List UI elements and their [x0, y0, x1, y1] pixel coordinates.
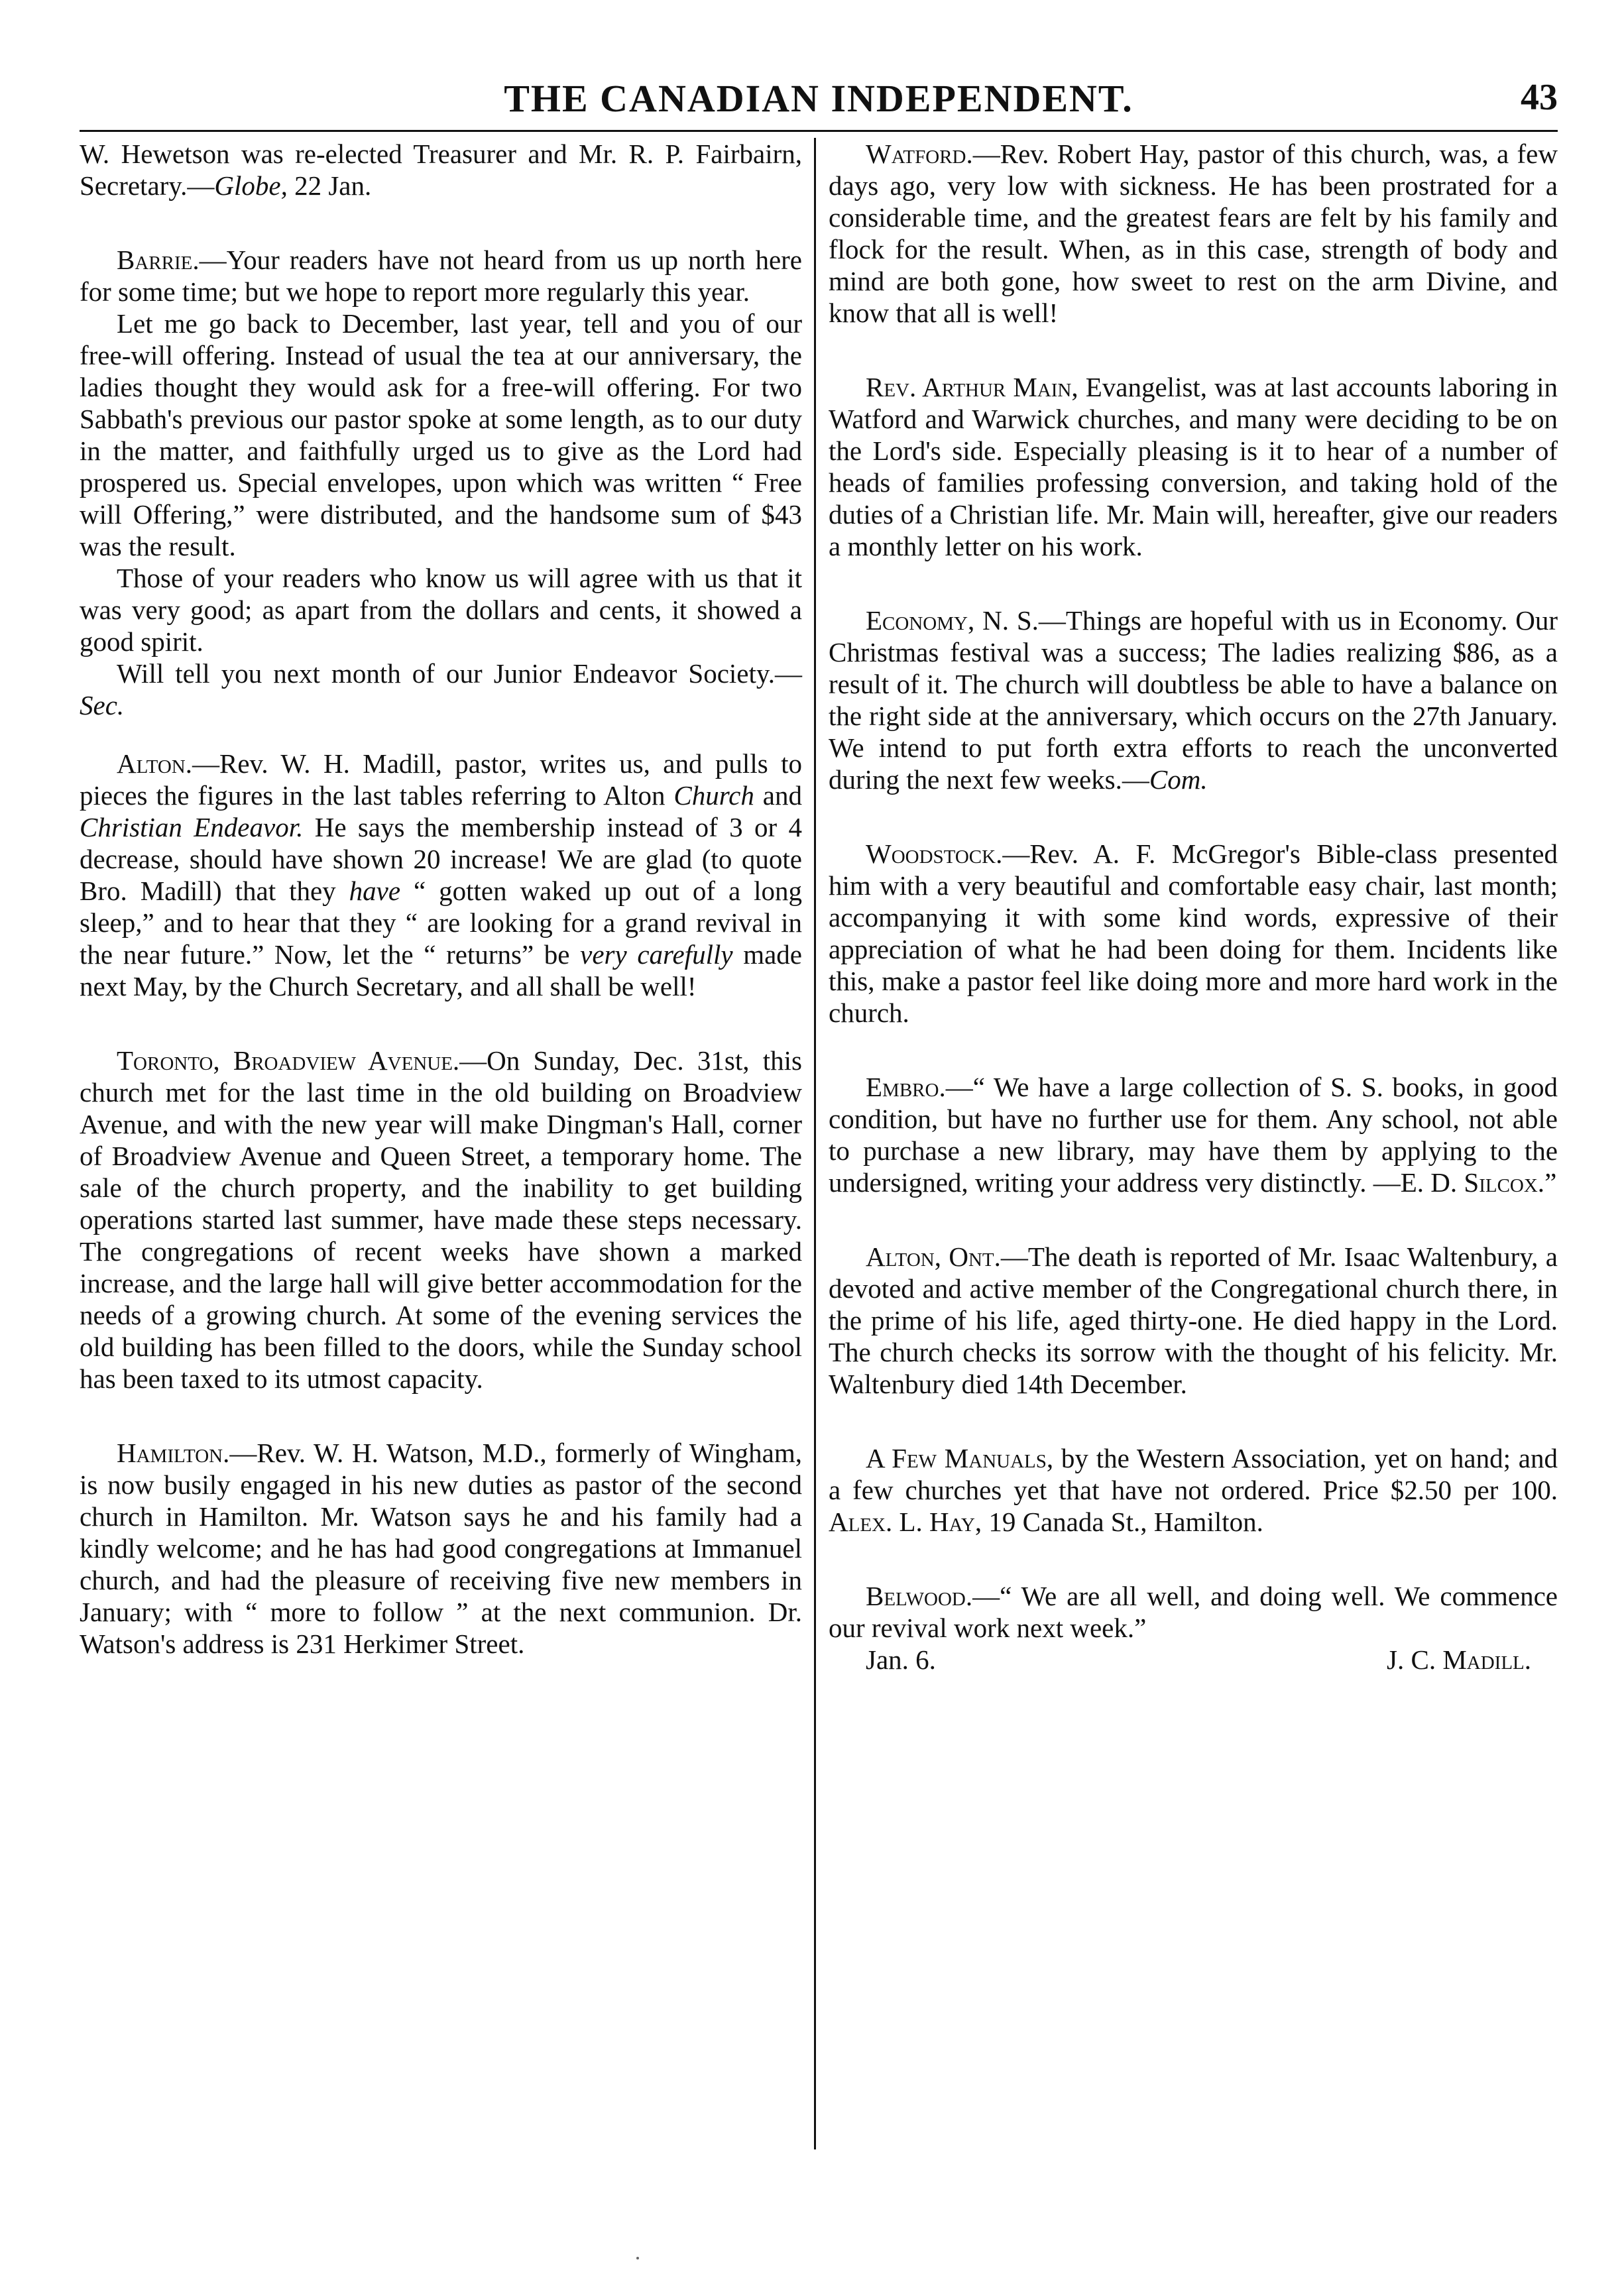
item-heading: Belwood.: [866, 1581, 973, 1611]
item-heading: Few Manuals,: [892, 1443, 1054, 1473]
item-alton-ont: [829, 1241, 1558, 1400]
item-heading: Hamilton.: [117, 1438, 230, 1468]
item-text: —On Sunday, Dec. 31st, this church met for the last time in the old building on Broadview Avenue, and with the new year will make Dingman's Hall, corner of Broadview Avenue and Queen Street, a temporary home. The sale of the church property, and the inability to get building operations started last summer, have made these steps necessary. The congregations of recent weeks have shown a marked increase, and the large hall will give better accommodation for the needs of a growing church. At some of the evening services the old building has been filled to the doors, while the Sunday school has been taxed to its utmost capacity.: [80, 1045, 802, 1394]
left-column: [80, 138, 802, 1660]
item-text: —Rev. Robert Hay, pastor of this church, was, a few days ago, very low with sickness. He has been prostrated for a considerable time, and the greatest fears are felt by his family and flock for the result. When, as in this case, strength of body and mind are both gone, how sweet to rest on the arm Divine, and know that all is well!: [829, 139, 1558, 328]
item-signature: E. D. Silcox.: [1400, 1167, 1545, 1198]
item-paragraph: Let me go back to December, last year, tell and you of our free-will offering. Instead of usual the tea at our anniversary, the ladies thought they would ask for a free-will offering. For two Sabbath's previous our pastor spoke at some length, as to our duty in the matter, and faithfully urged us to give as the Lord had prospered us. Special envelopes, upon which was written “ Free will Offering,” were distributed, and the handsome sum of $43 was the result.: [80, 308, 802, 561]
item-belwood: [829, 1580, 1558, 1676]
item-barrie: [80, 244, 802, 721]
item-manuals: [829, 1442, 1558, 1538]
item-text: —Your readers have not heard from us up north here for some time; but we hope to report more regularly this year.: [80, 245, 802, 307]
item-main: [829, 371, 1558, 562]
item-text: W. Hewetson was re-elected Treasurer and Mr. R. P. Fairbairn, Secretary.—: [80, 139, 802, 201]
column-divider: [814, 138, 816, 2149]
item-text: Evangelist, was at last accounts laboring in Watford and Warwick churches, and many were deciding to be on the Lord's side. Especially pleasing is it to hear of a number of heads of families professing conversion, and taking hold of the duties of a Christian life. Mr. Main will, hereafter, give our readers a monthly letter on his work.: [829, 372, 1558, 561]
item-embro: [829, 1071, 1558, 1198]
item-text: —Rev. A. F. McGregor's Bible-class presented him with a very beautiful and comfortable easy chair, last month; accompanying it with some kind words, expressive of their appreciation of what he had been doing for them. Incidents like this, make a pastor feel like doing more and more hard work in the church.: [829, 838, 1558, 1028]
item-text: and: [754, 780, 802, 811]
header-rule: [80, 130, 1558, 132]
page-header: [80, 76, 1558, 129]
item-date: 22 Jan.: [287, 170, 372, 201]
item-signature: Alex. L. Hay,: [829, 1507, 982, 1537]
item-text: made next May, by the Church Secretary, and all shall be well!: [80, 939, 802, 1001]
item-italic: very carefully: [580, 939, 733, 970]
item-hewetson: [80, 138, 802, 201]
item-text: “ gotten waked up out of a long sleep,” and to hear that they “ are looking for a grand revival in the near future.” Now, let the “ returns” be: [80, 876, 802, 970]
item-source: Globe,: [214, 170, 288, 201]
item-text: —The death is reported of Mr. Isaac Waltenbury, a devoted and active member of the Congregational church there, in the prime of his life, aged thirty-one. He died happy in the Lord. The church checks its sorrow with the thought of his felicity. Mr. Waltenbury died 14th December.: [829, 1241, 1558, 1399]
journal-title: THE CANADIAN INDEPENDENT.: [504, 77, 1133, 120]
item-italic: Church: [673, 780, 754, 811]
item-heading: Woodstock.: [866, 838, 1003, 869]
item-signoff: [829, 1644, 1558, 1676]
item-hamilton: [80, 1437, 802, 1660]
item-heading: Watford.: [866, 139, 973, 169]
item-italic: have: [349, 876, 401, 906]
item-heading: Alton.: [117, 748, 192, 779]
item-text: —Rev. W. H. Watson, M.D., formerly of Wingham, is now busily engaged in his new duties as pastor of the second church in Hamilton. Mr. Watson says he and his family had a kindly welcome; and he has had good congregations at Immanuel church, and had the pleasure of receiving five new members in January; with “ more to follow ” at the next communion. Dr. Watson's address is 231 Herkimer Street.: [80, 1438, 802, 1659]
item-heading: Economy, N. S.: [866, 605, 1039, 636]
item-watford: [829, 138, 1558, 329]
item-date: Jan. 6.: [866, 1644, 936, 1675]
item-text: —Things are hopeful with us in Economy. Our Christmas festival was a success; The ladies realizing $86, as a result of it. The church will doubtless be able to have a balance on the right side at the anniversary, which occurs on the 27th January. We intend to put forth extra efforts to reach the unconverted during the next few weeks.—: [829, 605, 1558, 795]
item-text: —“ We are all well, and doing well. We commence our revival work next week.”: [829, 1581, 1558, 1643]
item-alton: [80, 748, 802, 1002]
item-text: by the Western Association, yet on hand; and a few churches yet that have not ordered. Price $2.50 per 100.: [829, 1443, 1558, 1505]
item-signature: Sec.: [80, 690, 125, 720]
item-text: Will tell you next month of our Junior Endeavor Society.—: [117, 658, 802, 689]
item-text: A: [866, 1443, 892, 1473]
item-economy: [829, 604, 1558, 795]
item-italic: Christian Endeavor.: [80, 812, 304, 842]
page-number: 43: [1521, 77, 1558, 118]
item-text: He says the membership instead of 3 or 4 decrease, should have shown 20 increase! We are glad (to quote Bro. Madill) that they: [80, 812, 802, 906]
item-heading: Rev. Arthur Main,: [866, 372, 1078, 402]
item-heading: Embro.: [866, 1072, 946, 1102]
item-text: ”: [1544, 1167, 1557, 1198]
item-text: —“ We have a large collection of S. S. books, in good condition, but have no further use for them. Any school, not able to purchase a new library, may have them by applying to the undersigned, writing your address very distinctly. —: [829, 1072, 1558, 1198]
item-heading: Alton, Ont.: [866, 1241, 1001, 1272]
item-text: 19 Canada St., Hamilton.: [982, 1507, 1263, 1537]
item-toronto: [80, 1045, 802, 1395]
item-paragraph: Those of your readers who know us will agree with us that it was very good; as apart from the dollars and cents, it showed a good spirit.: [80, 563, 802, 657]
item-signature: Com.: [1149, 764, 1208, 795]
print-speck: [636, 2257, 639, 2259]
item-text: —Rev. W. H. Madill, pastor, writes us, and pulls to pieces the figures in the last tables referring to Alton: [80, 748, 802, 811]
item-woodstock: [829, 838, 1558, 1029]
item-heading: Barrie.: [117, 245, 200, 275]
item-heading: Toronto, Broadview Avenue.: [117, 1045, 460, 1076]
item-signature: J. C. Madill.: [1387, 1644, 1531, 1675]
right-column: [829, 138, 1558, 1676]
